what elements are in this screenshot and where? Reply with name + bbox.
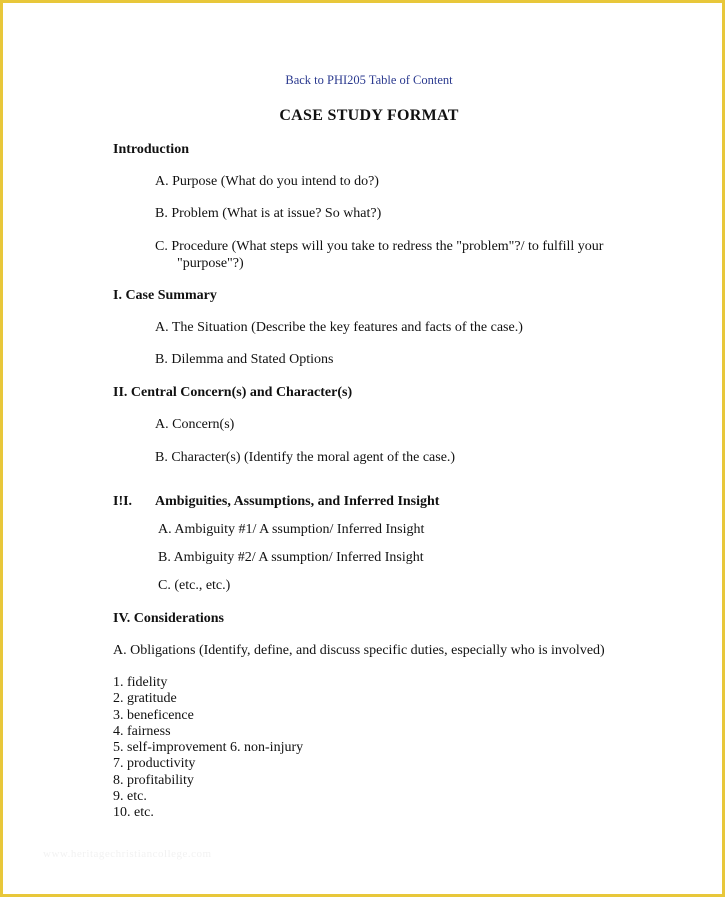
case-summary-item-dilemma: B. Dilemma and Stated Options: [155, 352, 334, 367]
considerations-heading: IV. Considerations: [113, 611, 224, 626]
ambiguities-item-etc: C. (etc., etc.): [158, 578, 231, 593]
list-item: 8. profitability: [113, 772, 194, 788]
list-item: 9. etc.: [113, 789, 147, 805]
central-concern-item-character: B. Character(s) (Identify the moral agent of the case.): [155, 450, 456, 465]
obligations-line: A. Obligations (Identify, define, and discuss specific duties, especially who is involved): [113, 643, 605, 658]
intro-item-procedure-line2: "purpose"?): [177, 256, 244, 271]
list-item: 3. beneficence: [113, 707, 194, 723]
watermark: www.heritagechristiancollege.com: [43, 848, 212, 860]
page-title: CASE STUDY FORMAT: [279, 107, 459, 124]
ambiguities-item-2: B. Ambiguity #2/ A ssumption/ Inferred Insight: [158, 550, 424, 565]
central-concern-heading: II. Central Concern(s) and Character(s): [113, 385, 353, 400]
list-item: 1. fidelity: [113, 675, 168, 690]
list-item: 5. self-improvement 6. non-injury: [113, 740, 304, 756]
back-to-toc-link[interactable]: Back to PHI205 Table of Content: [285, 73, 453, 87]
obligations-list: [113, 675, 303, 822]
list-item: 2. gratitude: [113, 691, 177, 707]
central-concern-item-concern: A. Concern(s): [155, 417, 235, 432]
ambiguities-item-1: A. Ambiguity #1/ A ssumption/ Inferred Insight: [158, 522, 425, 537]
ambiguities-numeral: I!I.: [113, 494, 133, 509]
ambiguities-heading: Ambiguities, Assumptions, and Inferred Insight: [155, 494, 440, 509]
list-item: 4. fairness: [113, 723, 171, 739]
introduction-heading: Introduction: [113, 142, 189, 157]
intro-item-purpose: A. Purpose (What do you intend to do?): [155, 174, 379, 189]
intro-item-procedure-line1: C. Procedure (What steps will you take to redress the "problem"?/ to fulfill your: [155, 239, 604, 254]
case-summary-heading: I. Case Summary: [113, 288, 217, 303]
intro-item-problem: B. Problem (What is at issue? So what?): [155, 206, 382, 221]
document-page: [3, 3, 722, 894]
case-summary-item-situation: A. The Situation (Describe the key features and facts of the case.): [155, 320, 523, 335]
list-item: 10. etc.: [113, 805, 154, 821]
list-item: 7. productivity: [113, 756, 196, 772]
